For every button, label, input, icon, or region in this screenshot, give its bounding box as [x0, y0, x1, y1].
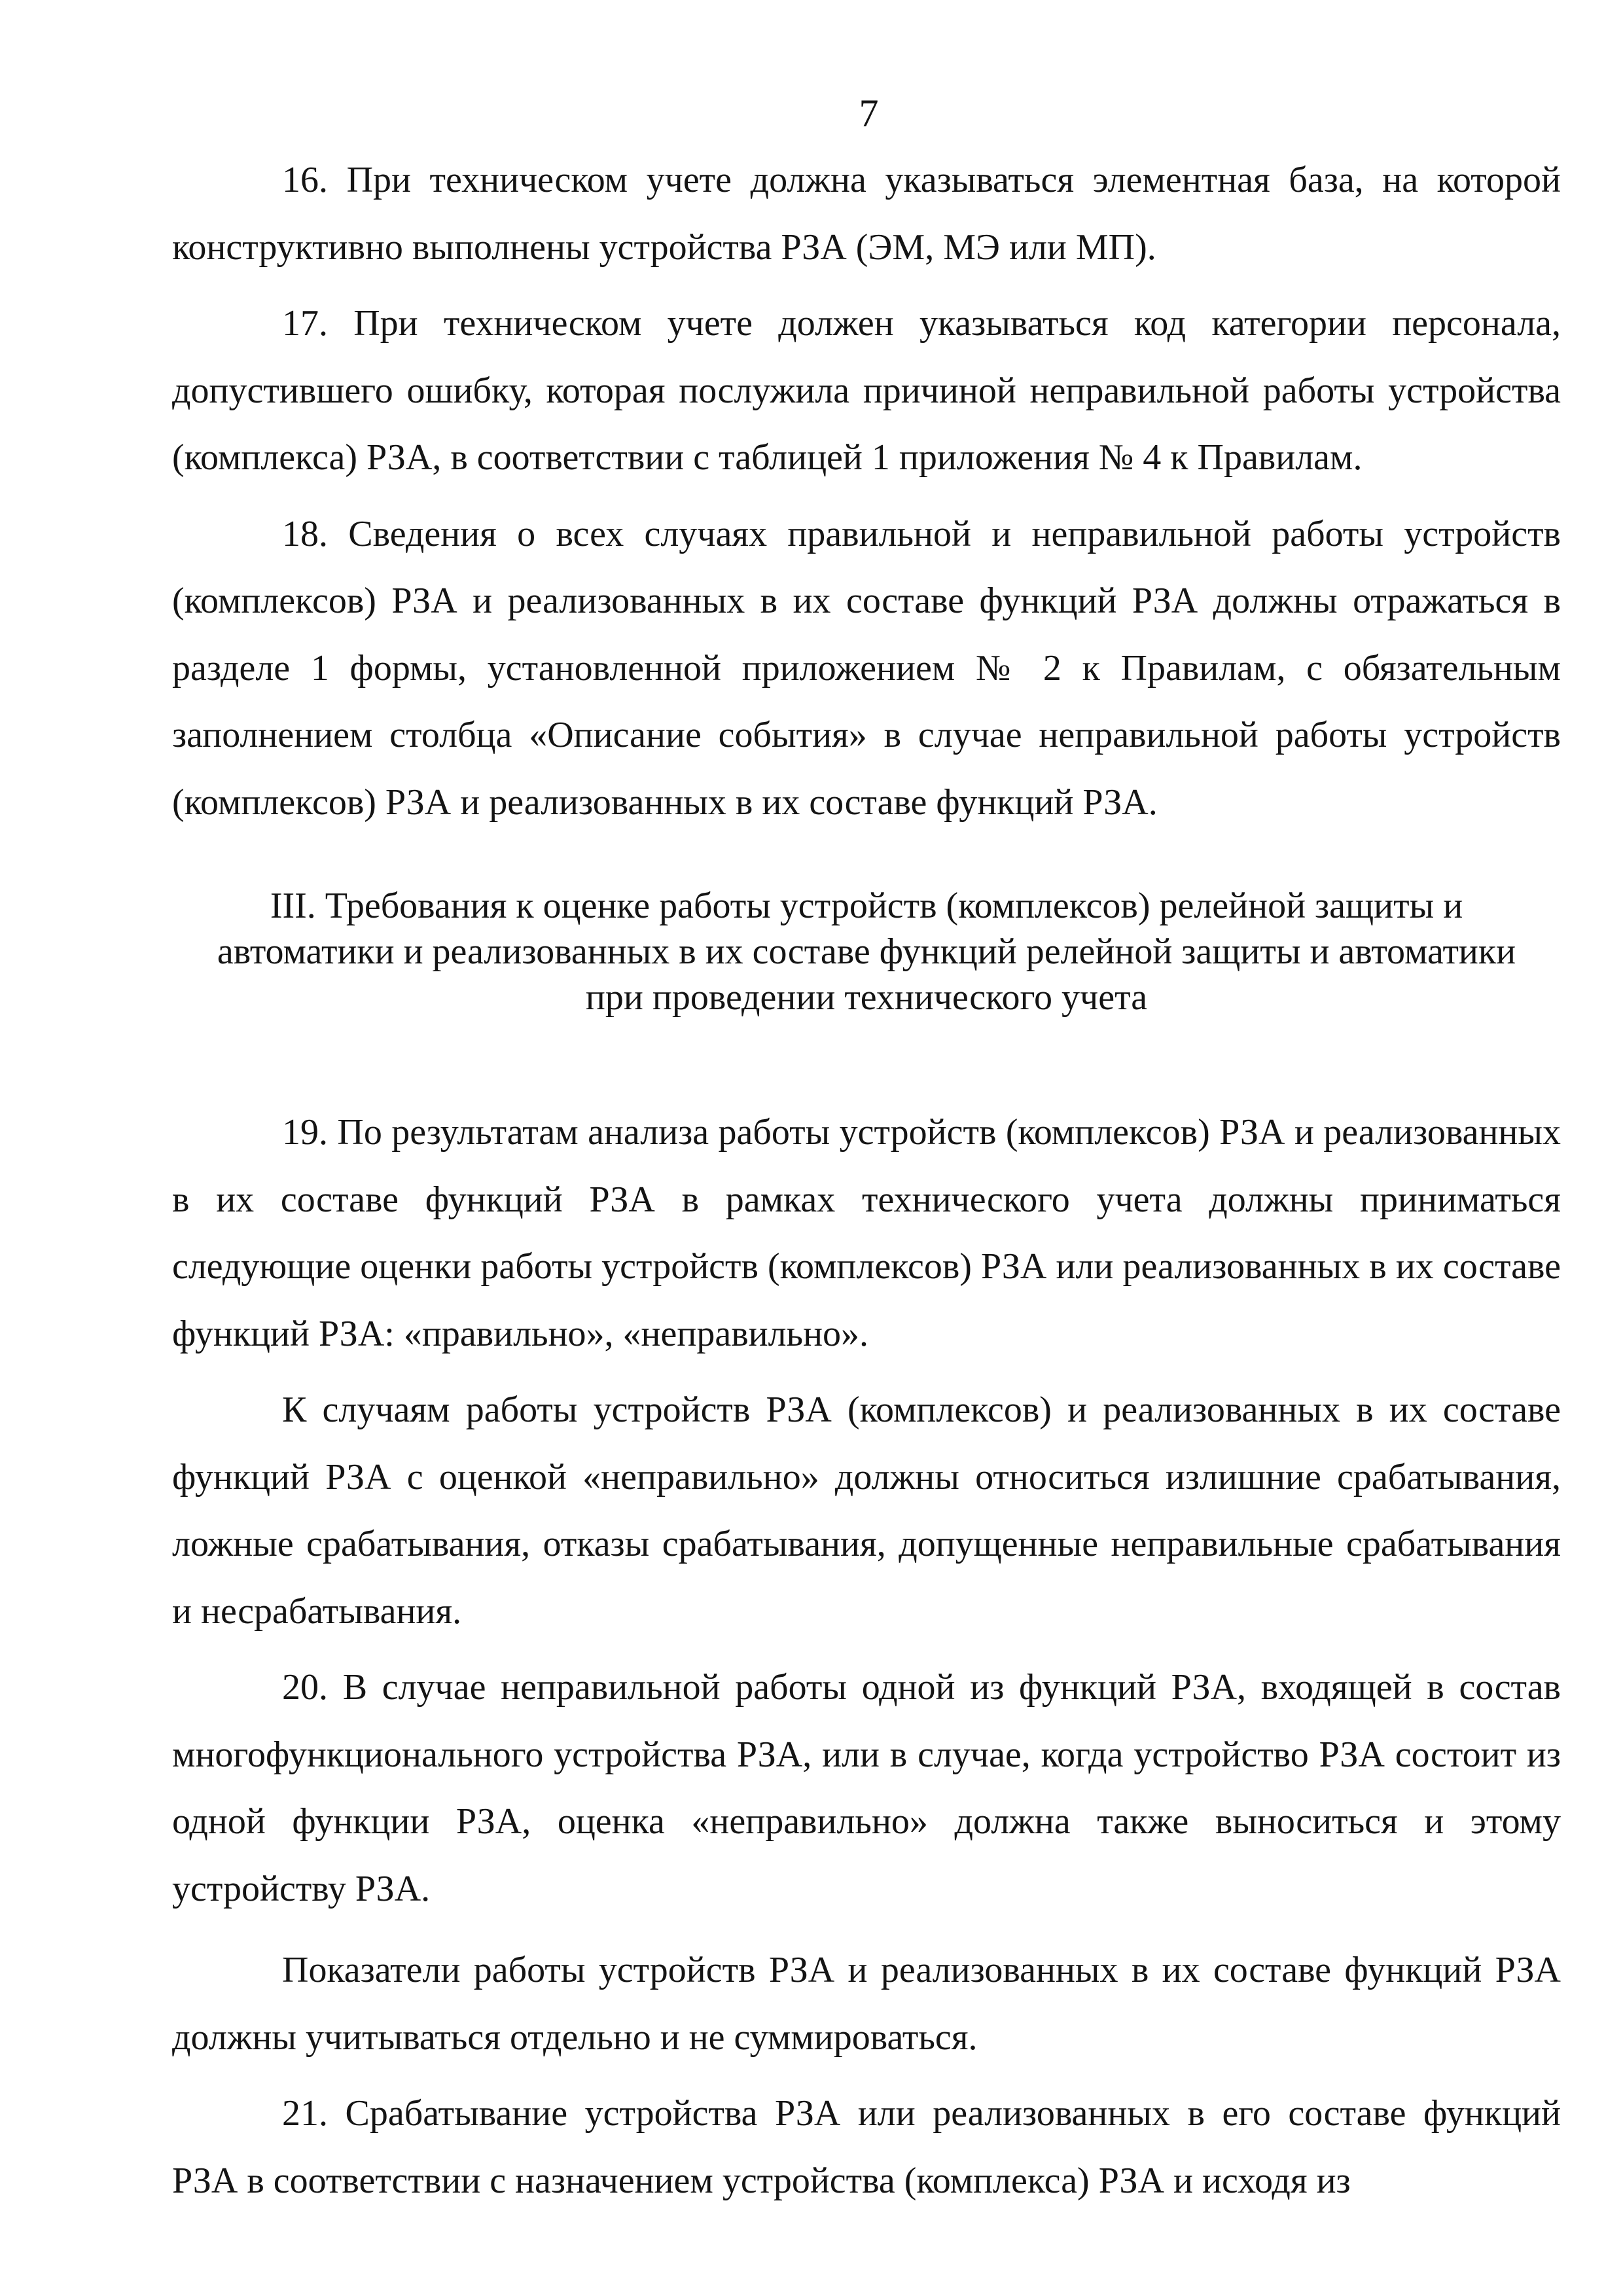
page-number: 7: [859, 92, 879, 135]
paragraph-19-continued: К случаям работы устройств РЗА (комплексов) и реализованных в их составе функций РЗА с оценкой «неправильно» должны относиться излишние срабатывания, ложные срабатывания, отказы срабатывания, допущенные неправильные срабатывания и несрабатывания.: [172, 1390, 1561, 1632]
section-heading-line-1: III. Требования к оценке работы устройств (комплексов) релейной защиты и: [270, 886, 1463, 926]
paragraph-19: 19. По результатам анализа работы устройств (комплексов) РЗА и реализованных в их составе функций РЗА в рамках технического учета должны приниматься следующие оценки работы устройств (комплексов) РЗА или реализованных в их составе функций РЗА: «правильно», «неправильно».: [172, 1112, 1561, 1354]
paragraph-20: 20. В случае неправильной работы одной из функций РЗА, входящей в состав многофункционального устройства РЗА, или в случае, когда устройство РЗА состоит из одной функции РЗА, оценка «неправильно» должна также выноситься и этому устройству РЗА.: [172, 1667, 1561, 1909]
paragraph-16: 16. При техническом учете должна указываться элементная база, на которой конструктивно выполнены устройства РЗА (ЭМ, МЭ или МП).: [172, 160, 1561, 268]
document-body: [172, 147, 1561, 2214]
paragraph-18: 18. Сведения о всех случаях правильной и неправильной работы устройств (комплексов) РЗА и реализованных в их составе функций РЗА должны отражаться в разделе 1 формы, установленной приложением № 2 к Правилам, с обязательным заполнением столбца «Описание события» в случае неправильной работы устройств (комплексов) РЗА и реализованных в их составе функций РЗА.: [172, 513, 1561, 823]
paragraph-20-continued: Показатели работы устройств РЗА и реализованных в их составе функций РЗА должны учитываться отдельно и не суммироваться.: [172, 1950, 1561, 2058]
paragraph-17: 17. При техническом учете должен указываться код категории персонала, допустившего ошибку, которая послужила причиной неправильной работы устройства (комплекса) РЗА, в соответствии с таблицей 1 приложения № 4 к Правилам.: [172, 303, 1561, 478]
section-heading: [172, 883, 1561, 1020]
section-heading-line-2: автоматики и реализованных в их составе функций релейной защиты и автоматики: [217, 931, 1516, 972]
paragraph-21: 21. Срабатывание устройства РЗА или реализованных в его составе функций РЗА в соответствии с назначением устройства (комплекса) РЗА и исходя из: [172, 2093, 1561, 2201]
section-heading-line-3: при проведении технического учета: [585, 977, 1148, 1018]
